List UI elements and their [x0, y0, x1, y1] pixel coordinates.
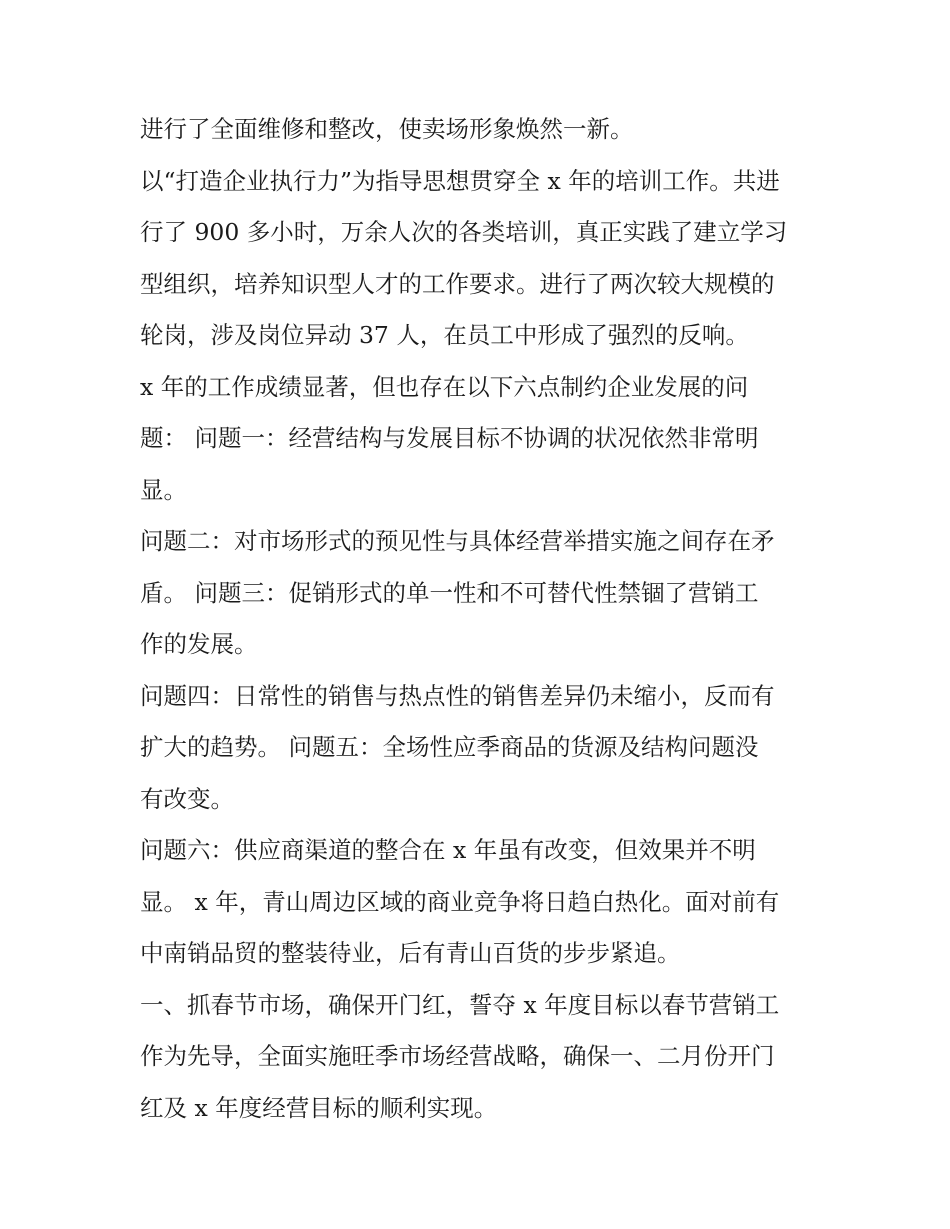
text-line: 盾。 问题三：促销形式的单一性和不可替代性禁锢了营销工: [140, 578, 759, 607]
text-line: 以“打造企业执行力”为指导思想贯穿全 x 年的培训工作。共进: [140, 166, 780, 195]
text-line: x 年的工作成绩显著，但也存在以下六点制约企业发展的问: [140, 372, 749, 401]
text-line: 作的发展。: [140, 630, 258, 658]
text-line: 红及 x 年度经营目标的顺利实现。: [140, 1093, 498, 1122]
text-line: 问题二：对市场形式的预见性与具体经营举措实施之间存在矛: [140, 527, 775, 555]
text-line: 显。 x 年，青山周边区域的商业竞争将日趋白热化。面对前有: [140, 887, 780, 916]
text-line: 中南销品贸的整装待业，后有青山百货的步步紧追。: [140, 939, 681, 967]
text-line: 进行了全面维修和整改，使卖场形象焕然一新。: [140, 115, 634, 143]
text-line: 问题六：供应商渠道的整合在 x 年虽有改变，但效果并不明: [140, 836, 756, 864]
text-line: 轮岗，涉及岗位异动 37 人，在员工中形成了强烈的反响。: [140, 321, 749, 349]
body-text: [140, 104, 820, 1134]
text-line: 有改变。: [140, 784, 234, 813]
text-line: 问题四：日常性的销售与热点性的销售差异仍未缩小，反而有: [140, 681, 775, 710]
text-line: 型组织，培养知识型人才的工作要求。进行了两次较大规模的: [140, 269, 775, 298]
text-line: 作为先导，全面实施旺季市场经营战略，确保一、二月份开门: [140, 1042, 775, 1070]
text-line: 行了 900 多小时，万余人次的各类培训，真正实践了建立学习: [140, 218, 788, 246]
text-line: 一、抓春节市场，确保开门红，誓夺 x 年度目标以春节营销工: [140, 990, 780, 1019]
text-line: 扩大的趋势。 问题五：全场性应季商品的货源及结构问题没: [140, 733, 759, 761]
text-line: 题： 问题一：经营结构与发展目标不协调的状况依然非常明: [140, 424, 759, 452]
text-line: 显。: [140, 475, 187, 504]
